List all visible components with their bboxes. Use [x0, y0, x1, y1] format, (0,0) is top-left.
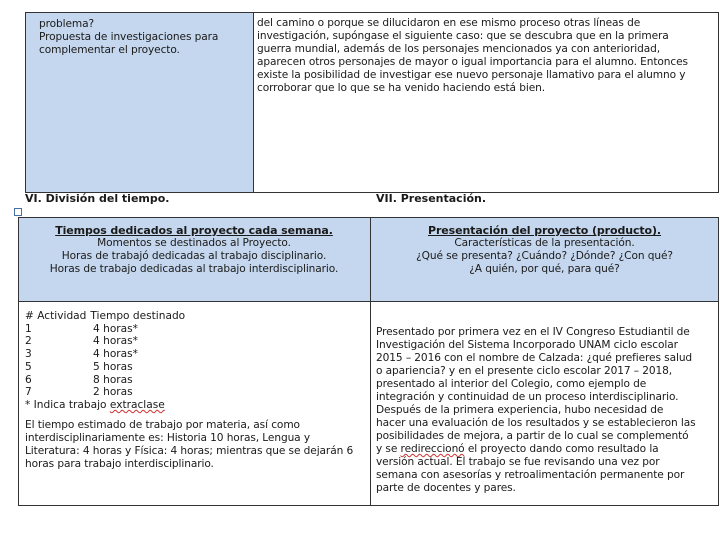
activity-col-header: # Actividad — [25, 310, 87, 322]
presentation-line-wavy — [376, 443, 718, 456]
presentation-line: versión actual. El trabajo se fue revisando una vez por — [376, 456, 660, 468]
presentation-line: o apariencia? y en el presente ciclo escolar 2017 – 2018, — [376, 365, 673, 377]
table-move-handle-icon[interactable] — [14, 208, 22, 216]
presentation-header-line: ¿A quién, por qué, para qué? — [469, 263, 620, 275]
top-table-top-border — [25, 12, 719, 13]
bottom-table-bottom-border — [18, 505, 719, 506]
activity-number: 1 — [25, 322, 32, 335]
activity-row — [25, 361, 365, 374]
time-header-text — [18, 224, 370, 276]
activity-row — [25, 386, 365, 399]
footnote-prefix: * Indica trabajo — [25, 398, 110, 411]
presentation-header-title: Presentación del proyecto (producto). — [428, 224, 661, 237]
activities-block — [25, 310, 365, 471]
top-right-line: guerra mundial, además de los personajes mencionados ya con anterioridad, — [257, 43, 661, 55]
activity-time: 5 horas — [93, 360, 133, 373]
presentation-line: Después de la primera experiencia, hubo necesidad de — [376, 404, 664, 416]
presentation-line: parte de docentes y pares. — [376, 482, 516, 494]
top-left-line: Propuesta de investigaciones para — [39, 31, 219, 43]
estimate-line: interdisciplinariamente es: Historia 10 horas, Lengua y — [25, 431, 311, 444]
activity-row — [25, 348, 365, 361]
top-right-line: existe la posibilidad de investigar ese nuevo personaje llamativo para el alumno y — [257, 69, 686, 81]
presentation-line: semana con asesorías y retroalimentación permanente por — [376, 469, 685, 481]
top-right-line: corroborar que lo que se ha venido haciendo está bien. — [257, 82, 545, 94]
activities-header-row — [25, 310, 365, 323]
presentation-header-line: ¿Qué se presenta? ¿Cuándo? ¿Dónde? ¿Con qué? — [416, 250, 673, 262]
activity-row — [25, 323, 365, 336]
wavy-word-redirecciono: redireccionó — [400, 443, 465, 455]
top-right-line: del camino o porque se dilucidaron en ese mismo proceso otras líneas de — [257, 17, 641, 29]
section-heading-presentacion: VII. Presentación. — [376, 192, 487, 205]
estimate-line: El tiempo estimado de trabajo por materia, así como — [25, 418, 300, 431]
time-header-line: Momentos se destinados al Proyecto. — [97, 237, 291, 249]
bottom-table-row-border — [18, 301, 719, 302]
estimate-line: Literatura: 4 horas y Física: 4 horas; mientras que se dejarán 6 — [25, 444, 354, 457]
top-left-line: complementar el proyecto. — [39, 44, 180, 56]
time-header-title: Tiempos dedicados al proyecto cada semana. — [55, 224, 333, 237]
activity-number: 5 — [25, 360, 32, 373]
activity-time: 4 horas* — [93, 322, 138, 335]
presentation-header-line: Características de la presentación. — [454, 237, 635, 249]
activity-number: 3 — [25, 348, 32, 361]
time-header-line: Horas de trabajó dedicadas al trabajo disciplinario. — [61, 250, 327, 262]
activity-footnote — [25, 399, 365, 412]
top-right-line: investigación, supóngase el siguiente caso: que se descubra que en la primera — [257, 30, 669, 42]
time-header-line: Horas de trabajo dedicadas al trabajo interdisciplinario. — [49, 263, 339, 275]
presentation-header-text — [370, 224, 719, 276]
activity-time: 2 horas — [93, 386, 133, 399]
activity-time: 8 horas — [93, 373, 133, 386]
top-table-left-border — [25, 12, 26, 193]
activity-time: 4 horas* — [93, 348, 138, 361]
footnote-word-extraclase: extraclase — [109, 398, 165, 411]
presentation-body — [376, 326, 718, 495]
wavy-line-suffix: el proyecto dando como resultado la — [464, 443, 659, 455]
top-table-right-border — [718, 12, 719, 193]
time-col-header: Tiempo destinado — [90, 310, 186, 322]
activity-row — [25, 335, 365, 348]
activity-number: 7 — [25, 386, 32, 399]
presentation-line: 2015 – 2016 con el nombre de Calzada: ¿qué prefieres salud — [376, 352, 693, 364]
activity-time: 4 horas* — [93, 335, 138, 348]
presentation-line: Investigación del Sistema Incorporado UNAM ciclo escolar — [376, 339, 678, 351]
activity-number: 2 — [25, 335, 32, 348]
time-estimate-paragraph — [25, 419, 365, 471]
presentation-line: hacer una evaluación de los resultados y se establecieron las — [376, 417, 696, 429]
wavy-line-prefix: y se — [376, 443, 401, 455]
presentation-line: presentado al interior del Colegio, como ejemplo de — [376, 378, 647, 390]
top-left-line: problema? — [39, 18, 95, 30]
activity-number: 6 — [25, 373, 32, 386]
section-heading-division-tiempo: VI. División del tiempo. — [25, 192, 170, 205]
activity-row — [25, 374, 365, 387]
top-table-mid-border — [253, 12, 254, 193]
presentation-line: posibilidades de mejora, a partir de lo cual se complementó — [376, 430, 689, 442]
top-left-text — [33, 18, 248, 57]
top-right-text — [257, 17, 717, 95]
estimate-line: horas para trabajo interdisciplinario. — [25, 457, 214, 470]
presentation-line: Presentado por primera vez en el IV Congreso Estudiantil de — [376, 326, 690, 338]
top-right-line: aparecen otros personajes de mayor o igual importancia para el alumno. Entonces — [257, 56, 688, 68]
presentation-line: integración y continuidad de un proceso interdisciplinario. — [376, 391, 679, 403]
bottom-table-top-border — [18, 217, 719, 218]
